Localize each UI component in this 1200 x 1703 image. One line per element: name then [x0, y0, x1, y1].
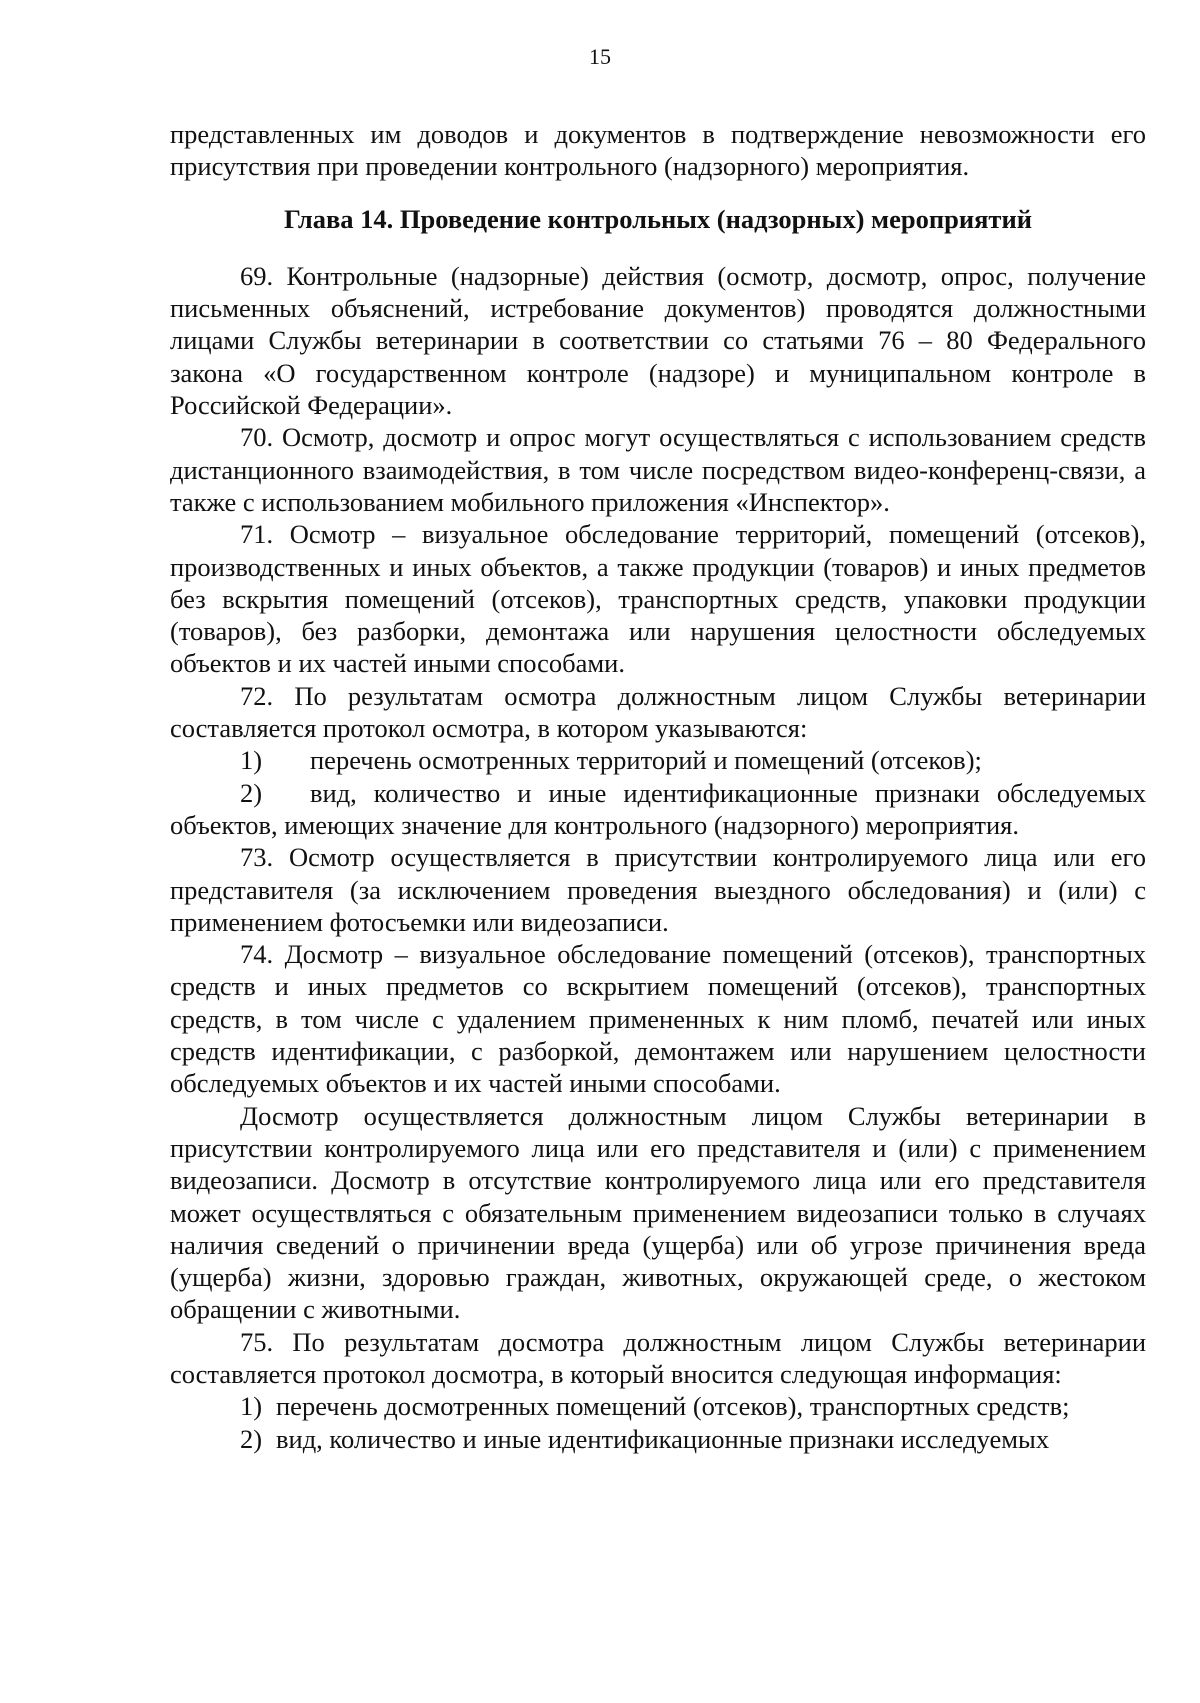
paragraph-72-item-1: [170, 744, 1146, 776]
paragraph-72: 72. По результатам осмотра должностным лицом Службы ветеринарии составляется протокол осмотра, в котором указываются:: [170, 680, 1146, 744]
paragraph-75-item-1: [170, 1390, 1146, 1422]
paragraph-70: 70. Осмотр, досмотр и опрос могут осуществляться с использованием средств дистанционного взаимодействия, в том числе посредством видео-конференц-связи, а также с использованием мобильного приложения «Инспектор».: [170, 422, 1146, 517]
chapter-heading: Глава 14. Проведение контрольных (надзорных) мероприятий: [284, 203, 1032, 234]
list-number: 2): [240, 777, 263, 808]
paragraph-75-item-2: [170, 1423, 1146, 1455]
list-number: 2): [240, 1423, 263, 1454]
list-number: 1): [240, 745, 263, 776]
list-text: перечень досмотренных помещений (отсеков), транспортных средств;: [276, 1391, 1070, 1422]
list-text: вид, количество и иные идентификационные признаки исследуемых: [276, 1423, 1050, 1454]
paragraph-69: 69. Контрольные (надзорные) действия (осмотр, досмотр, опрос, получение письменных объяснений, истребование документов) проводятся должностными лицами Службы ветеринарии в соответствии со статьями 76 – 80 Федерального закона «О государственном контроле (надзоре) и муниципальном контроле в Российской Федерации».: [170, 260, 1146, 421]
paragraph-75: 75. По результатам досмотра должностным лицом Службы ветеринарии составляется протокол досмотра, в который вносится следующая информация:: [170, 1326, 1146, 1389]
list-text: перечень осмотренных территорий и помещений (отсеков);: [310, 745, 982, 776]
paragraph-74: 74. Досмотр – визуальное обследование помещений (отсеков), транспортных средств и иных предметов со вскрытием помещений (отсеков), транспортных средств, в том числе с удалением примененных к ним пломб, печатей или иных средств идентификации, с разборкой, демонтажем или нарушением целостности обследуемых объектов и их частей иными способами.: [170, 939, 1146, 1099]
opening-paragraph: представленных им доводов и документов в подтверждение невозможности его присутствия при проведении контрольного (надзорного) мероприятия.: [170, 119, 1146, 182]
page-number: 15: [589, 44, 611, 69]
document-body: [170, 118, 1146, 1455]
paragraph-71: 71. Осмотр – визуальное обследование территорий, помещений (отсеков), производственных и иных объектов, а также продукции (товаров) и иных предметов без вскрытия помещений (отсеков), транспортных средств, упаковки продукции (товаров), без разборки, демонтажа или нарушения целостности обследуемых объектов и их частей иными способами.: [170, 519, 1146, 679]
list-number: 1): [240, 1391, 263, 1422]
list-text: вид, количество и иные идентификационные признаки обследуемых объектов, имеющих значение для контрольного (надзорного) мероприятия.: [170, 777, 1146, 840]
paragraph-73: 73. Осмотр осуществляется в присутствии контролируемого лица или его представителя (за исключением проведения выездного обследования) и (или) с применением фотосъемки или видеозаписи.: [170, 842, 1146, 937]
paragraph-74-continuation: Досмотр осуществляется должностным лицом Службы ветеринарии в присутствии контролируемого лица или его представителя и (или) с применением видеозаписи. Досмотр в отсутствие контролируемого лица или его представителя может осуществляться с обязательным применением видеозаписи только в случаях наличия сведений о причинении вреда (ущерба) или об угрозе причинения вреда (ущерба) жизни, здоровью граждан, животных, окружающей среде, о жестоком обращении с животными.: [170, 1100, 1146, 1325]
paragraph-72-item-2: [170, 777, 1146, 842]
